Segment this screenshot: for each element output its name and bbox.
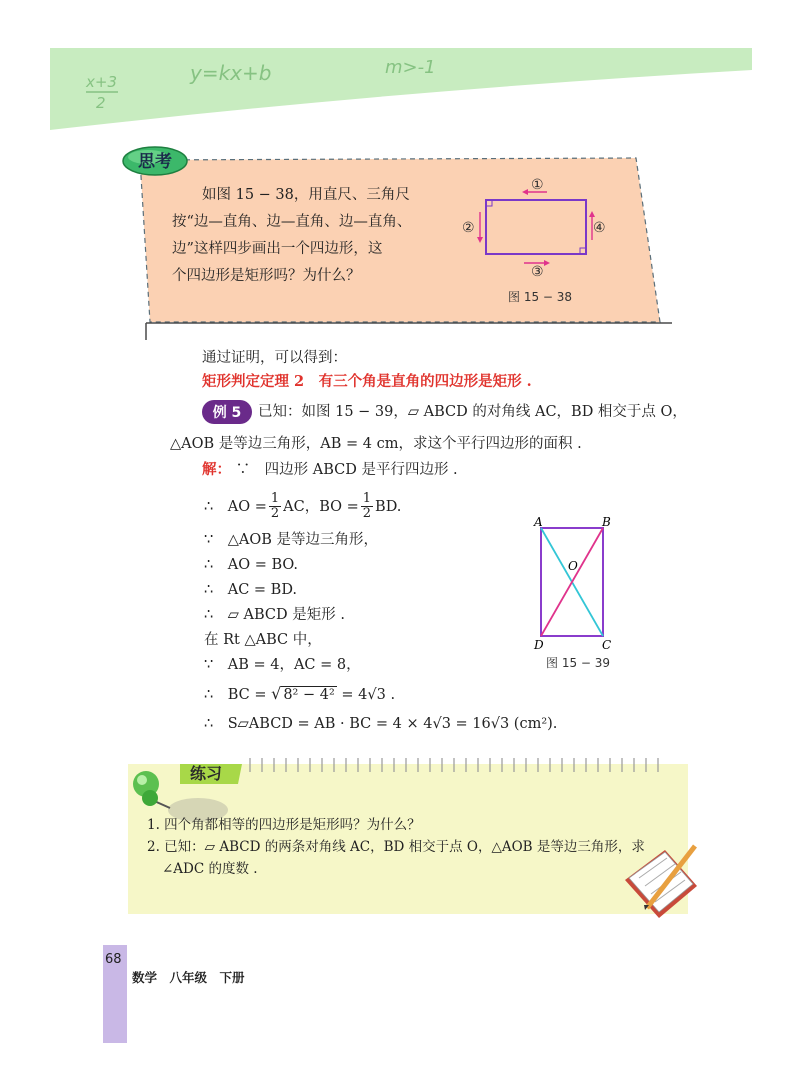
exercise-item-2: 2. 已知：▱ ABCD 的两条对角线 AC，BD 相交于点 O，△AOB 是等边三角形，求 xyxy=(147,839,645,855)
solution-step-bc xyxy=(204,684,395,705)
solution-step-ao xyxy=(204,492,401,521)
think-badge-label: 思考 xyxy=(138,152,172,172)
header-formula-fraction-num: x+3 xyxy=(86,73,117,91)
header-formula-fraction-den: 2 xyxy=(96,94,106,112)
fraction-half xyxy=(269,492,281,521)
solution-step: ∴ AC = BD. xyxy=(204,582,298,598)
example-statement-1: 已知：如图 15 − 39，▱ ABCD 的对角线 AC，BD 相交于点 O， xyxy=(258,404,687,420)
figure-15-39 xyxy=(528,512,628,652)
solution-step: ∵ 四边形 ABCD 是平行四边形 . xyxy=(235,462,458,478)
vertex-label-o: O xyxy=(568,559,578,573)
step-text: BD. xyxy=(375,498,402,515)
think-line: 个四边形是矩形吗？为什么？ xyxy=(172,268,361,284)
step-text: ∴ AO = xyxy=(204,498,267,515)
step-label-1: ① xyxy=(531,177,544,193)
solution-step: ∵ AB = 4，AC = 8， xyxy=(204,657,361,673)
solution-step-area: ∴ S▱ABCD = AB · BC = 4 × 4√3 = 16√3 (cm²). xyxy=(204,716,558,732)
solution-step: ∵ △AOB 是等边三角形， xyxy=(204,532,378,548)
figure-15-39-caption: 图 15 − 39 xyxy=(546,656,611,670)
solution-step: ∴ ▱ ABCD 是矩形 . xyxy=(204,607,345,623)
vertex-label-b: B xyxy=(602,515,611,529)
exercise-item-2-cont: ∠ADC 的度数 . xyxy=(162,861,258,877)
vertex-label-a: A xyxy=(534,515,543,529)
solution-label: 解： xyxy=(202,461,231,478)
step-text: = 4√3 . xyxy=(336,687,396,703)
frac-denominator: 2 xyxy=(362,506,372,521)
figure-15-38-caption: 图 15 − 38 xyxy=(508,290,573,304)
frac-numerator: 1 xyxy=(270,491,280,506)
think-badge xyxy=(122,146,188,176)
solution-step: ∴ AO = BO. xyxy=(204,557,299,573)
theorem-text: 矩形判定定理 2 有三个角是直角的四边形是矩形 . xyxy=(202,373,532,390)
header-formula-linear: y=kx+b xyxy=(190,61,272,85)
example-statement-2: △AOB 是等边三角形，AB = 4 cm，求这个平行四边形的面积 . xyxy=(170,436,582,452)
think-line: 按“边—直角、边—直角、边—直角、 xyxy=(172,214,412,230)
think-line: 如图 15 − 38，用直尺、三角尺 xyxy=(202,187,410,203)
step-label-2: ② xyxy=(462,220,475,236)
exercise-item-1: 1. 四个角都相等的四边形是矩形吗？为什么？ xyxy=(147,817,421,833)
think-question xyxy=(172,182,462,290)
solution-first-line xyxy=(202,460,458,480)
sqrt-sign: √ xyxy=(271,684,282,703)
frac-denominator: 2 xyxy=(270,506,280,521)
header-formula-inequality: m>-1 xyxy=(385,57,436,78)
fraction-half xyxy=(361,492,373,521)
intro-text: 通过证明，可以得到： xyxy=(202,350,347,366)
radicand: 8² − 4² xyxy=(283,687,335,703)
step-text: ∴ BC = xyxy=(204,687,272,703)
step-text: AC，BO = xyxy=(283,498,359,515)
think-line: 边”这样四步画出一个四边形，这 xyxy=(172,241,383,257)
solution-step: 在 Rt △ABC 中， xyxy=(204,632,322,648)
exercise-badge-label: 练习 xyxy=(190,764,223,783)
vertex-label-d: D xyxy=(534,638,544,652)
page-number: 68 xyxy=(105,952,122,967)
step-label-3: ③ xyxy=(531,264,544,280)
frac-numerator: 1 xyxy=(362,491,372,506)
example-badge-label: 例 5 xyxy=(212,405,242,421)
example-badge xyxy=(202,400,252,424)
vertex-label-c: C xyxy=(602,638,612,652)
step-label-4: ④ xyxy=(593,220,606,236)
book-title: 数学 八年级 下册 xyxy=(132,970,245,985)
